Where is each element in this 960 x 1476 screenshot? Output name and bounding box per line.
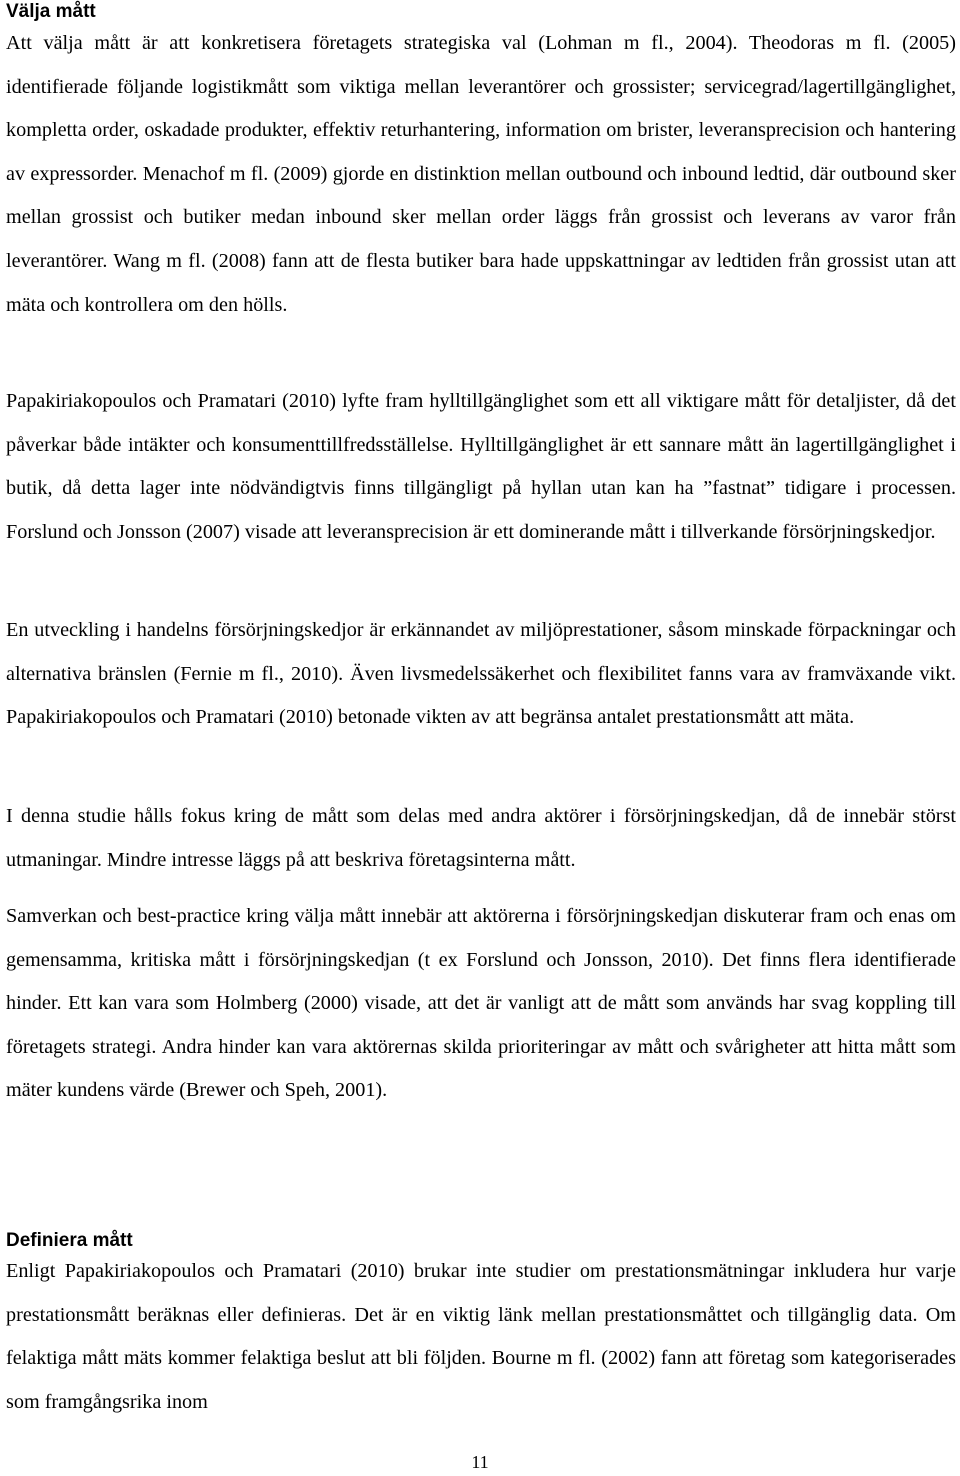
- paragraph-6: Enligt Papakiriakopoulos och Pramatari (2010) brukar inte studier om prestationsmätningar inkludera hur varje prestationsmått beräknas eller definieras. Det är en viktig länk mellan prestationsmåttet och tillgänglig data. Om felaktiga mått mäts kommer felaktiga beslut att bli följden. Bourne m fl. (2002) fann att företag som kategoriserades som framgångsrika inom: [6, 1260, 956, 1413]
- paragraph-5: Samverkan och best-practice kring välja mått innebär att aktörerna i försörjningskedjan diskuterar fram och enas om gemensamma, kritiska mått i försörjningskedjan (t ex Forslund och Jonsson, 2010). Det finns flera identifierade hinder. Ett kan vara som Holmberg (2000) visade, att det är vanligt att de mått som används har svag koppling till företagets strategi. Andra hinder kan vara aktörernas skilda prioriteringar av mått och svårigheter att hitta mått som mäter kundens värde (Brewer och Speh, 2001).: [6, 905, 956, 1102]
- paragraph-3: En utveckling i handelns försörjningskedjor är erkännandet av miljöprestationer, såsom minskade förpackningar och alternativa bränslen (Fernie m fl., 2010). Även livsmedelssäkerhet och flexibilitet fanns vara av framväxande vikt. Papakiriakopoulos och Pramatari (2010) betonade vikten av att begränsa antalet prestationsmått att mäta.: [6, 619, 956, 729]
- page-number: 11: [471, 1452, 489, 1472]
- section-heading-definiera-matt: Definiera mått: [6, 1230, 133, 1251]
- paragraph-1: Att välja mått är att konkretisera företagets strategiska val (Lohman m fl., 2004). Theodoras m fl. (2005) identifierade följande logistikmått som viktiga mellan leverantörer och grossister; servicegrad/lagertillgänglighet, kompletta order, oskadade produkter, effektiv returhantering, information om brister, leveransprecision och hantering av expressorder. Menachof m fl. (2009) gjorde en distinktion mellan outbound och inbound ledtid, där outbound sker mellan grossist och butiker medan inbound sker mellan order läggs från grossist och leverans av varor från leverantörer. Wang m fl. (2008) fann att de flesta butiker bara hade uppskattningar av ledtiden från grossist utan att mäta och kontrollera om den hölls.: [6, 32, 956, 316]
- section-heading-valja-matt: Välja mått: [6, 1, 96, 22]
- paragraph-2: Papakiriakopoulos och Pramatari (2010) lyfte fram hylltillgänglighet som ett all viktigare mått för detaljister, då det påverkar både intäkter och konsumenttillfredsställelse. Hylltillgänglighet är ett sannare mått än lagertillgänglighet i butik, då detta lager inte nödvändigtvis finns tillgängligt på hyllan utan kan ha ”fastnat” tidigare i processen. Forslund och Jonsson (2007) visade att leveransprecision är ett dominerande mått i tillverkande försörjningskedjor.: [6, 390, 956, 543]
- paragraph-4: I denna studie hålls fokus kring de mått som delas med andra aktörer i försörjningskedjan, då de innebär störst utmaningar. Mindre intresse läggs på att beskriva företagsinterna mått.: [6, 805, 956, 871]
- document-page: [6, 0, 956, 1476]
